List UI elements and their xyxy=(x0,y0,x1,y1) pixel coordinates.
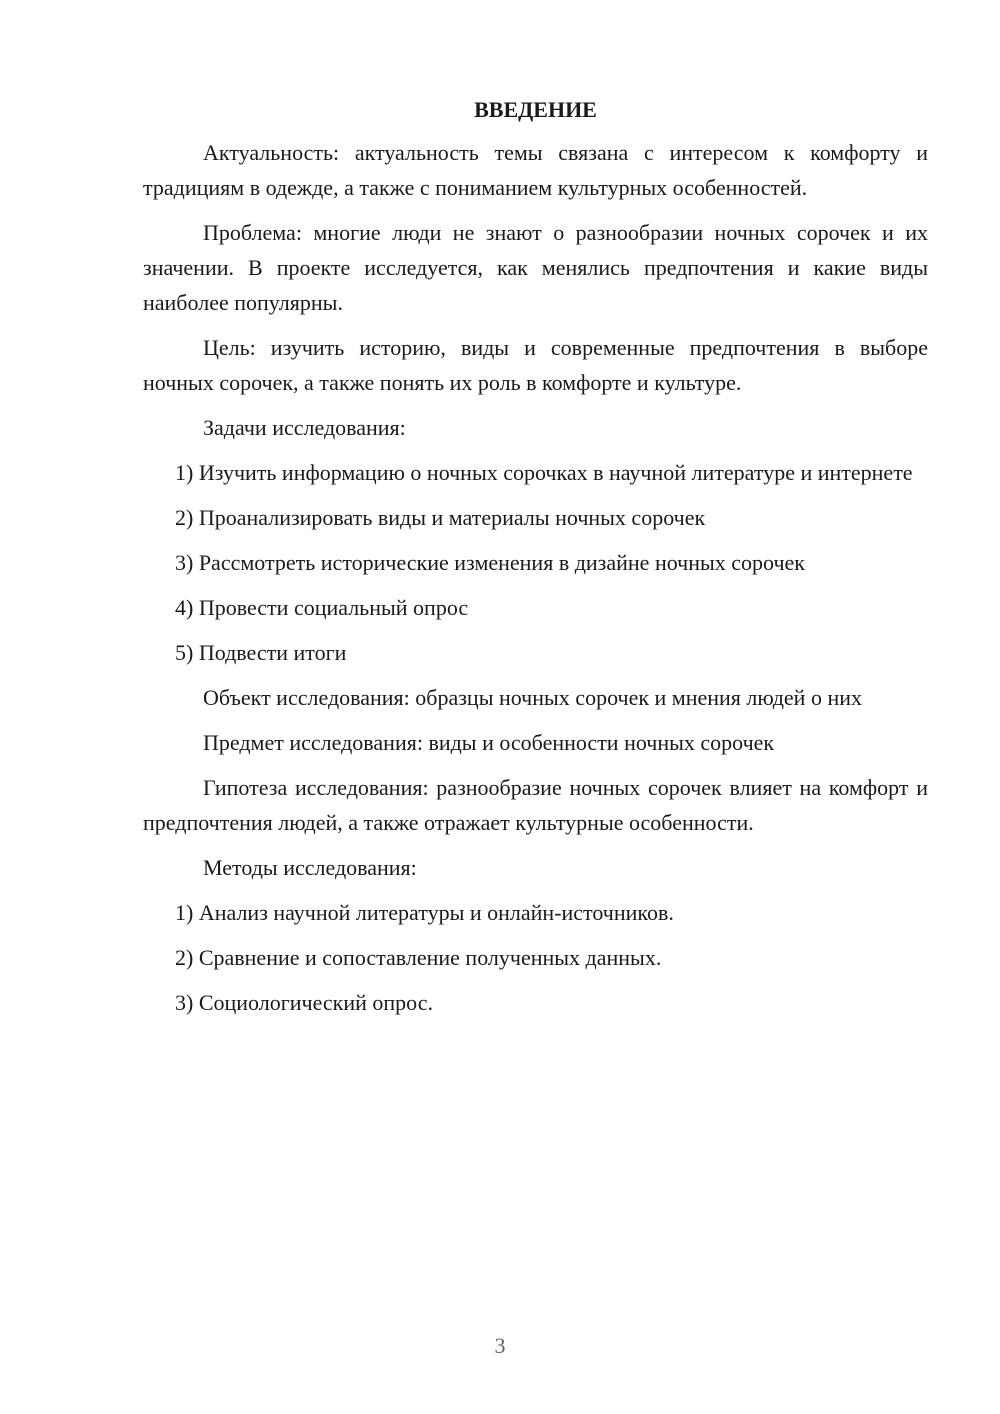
page-number: 3 xyxy=(494,1333,506,1358)
task-item: 5) Подвести итоги xyxy=(175,640,347,665)
tasks-heading: Задачи исследования: xyxy=(203,415,406,440)
actuality-paragraph: Актуальность: актуальность темы связана с интересом к комфорту и традициям в одежде, а также с пониманием культурных особенностей. xyxy=(143,140,928,200)
page-title: ВВЕДЕНИЕ xyxy=(474,97,597,122)
goal-paragraph: Цель: изучить историю, виды и современные предпочтения в выборе ночных сорочек, а также понять их роль в комфорте и культуре. xyxy=(143,335,928,395)
object-paragraph: Объект исследования: образцы ночных сорочек и мнения людей о них xyxy=(203,685,862,710)
hypothesis-paragraph: Гипотеза исследования: разнообразие ночных сорочек влияет на комфорт и предпочтения людей, а также отражает культурные особенности. xyxy=(143,775,928,835)
problem-paragraph: Проблема: многие люди не знают о разнообразии ночных сорочек и их значении. В проекте исследуется, как менялись предпочтения и какие виды наиболее популярны. xyxy=(143,220,928,315)
method-item: 2) Сравнение и сопоставление полученных данных. xyxy=(175,945,662,970)
methods-heading: Методы исследования: xyxy=(203,855,417,880)
task-item: 3) Рассмотреть исторические изменения в дизайне ночных сорочек xyxy=(175,550,805,575)
method-item: 1) Анализ научной литературы и онлайн-источников. xyxy=(175,900,674,925)
task-item: 2) Проанализировать виды и материалы ночных сорочек xyxy=(175,505,706,530)
subject-paragraph: Предмет исследования: виды и особенности ночных сорочек xyxy=(203,730,775,755)
method-item: 3) Социологический опрос. xyxy=(175,990,433,1015)
document-page xyxy=(143,95,928,1030)
task-item: 1) Изучить информацию о ночных сорочках в научной литературе и интернете xyxy=(175,460,913,485)
task-item: 4) Провести социальный опрос xyxy=(175,595,469,620)
